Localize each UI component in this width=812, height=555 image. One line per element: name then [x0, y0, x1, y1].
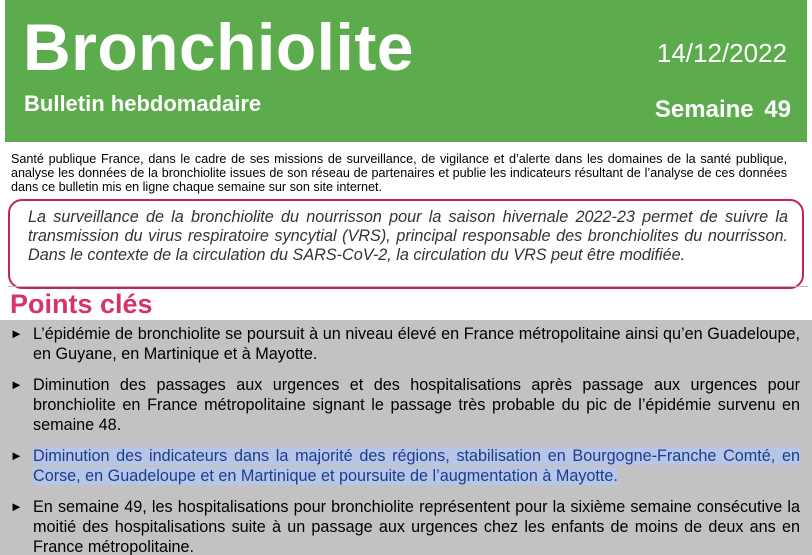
section-divider: [8, 286, 808, 287]
intro-paragraph: Santé publique France, dans le cadre de ses missions de surveillance, de vigilance et d’alerte dans les domaines de la santé publique, analyse les données de la bronchiolite issues de son réseau de partenaires et publie les indicateurs résultant de l’analyse de ces données dans ce bulletin mis en ligne chaque semaine sur son site internet.: [11, 152, 787, 194]
bulletin-week: Semaine 49: [654, 96, 791, 123]
points-cles-heading: Points clés: [10, 289, 153, 319]
surveillance-callout: [8, 199, 804, 289]
bulletin-date: 14/12/2022: [656, 38, 787, 68]
key-point-text[interactable]: En semaine 49, les hospitalisations pour bronchiolite représentent pour la sixième semaine consécutive la moitié des hospitalisations suite à un passage aux urgences chez les enfants de moins de deux ans en France métropolitaine.: [33, 498, 800, 555]
triangle-bullet-icon: ►: [10, 448, 23, 463]
key-point-item-selected[interactable]: [10, 446, 800, 486]
key-point-text[interactable]: Diminution des passages aux urgences et des hospitalisations après passage aux urgences pour bronchiolite en France métropolitaine signant le passage très probable du pic de l’épidémie survenu en semaine 48.: [33, 376, 800, 434]
text-selection[interactable]: Diminution des indicateurs dans la majorité des régions, stabilisation en Bourgogne-Franche Comté, en Corse, en Guadeloupe et en Martinique et poursuite de l’augmentation à Mayotte.: [33, 447, 800, 485]
key-points-list: [10, 324, 800, 555]
key-point-text[interactable]: L’épidémie de bronchiolite se poursuit à un niveau élevé en France métropolitaine ainsi qu’en Guadeloupe, en Guyane, en Martinique et à Mayotte.: [33, 325, 800, 363]
triangle-bullet-icon: ►: [10, 377, 23, 392]
bulletin-title: Bronchiolite: [23, 10, 415, 84]
bulletin-header: [5, 0, 807, 142]
triangle-bullet-icon: ►: [10, 326, 23, 341]
key-point-text-highlighted[interactable]: [33, 446, 800, 486]
key-point-item[interactable]: [10, 375, 800, 435]
callout-text: La surveillance de la bronchiolite du nourrisson pour la saison hivernale 2022-23 permet de suivre la transmission du virus respiratoire syncytial (VRS), principal responsable des bronchiolites du nourrisson. Dans le contexte de la circulation du SARS-CoV-2, la circulation du VRS peut être modifiée.: [28, 208, 788, 264]
key-point-item[interactable]: [10, 497, 800, 555]
bulletin-subtitle: Bulletin hebdomadaire: [24, 91, 262, 116]
key-point-item[interactable]: [10, 324, 800, 364]
triangle-bullet-icon: ►: [10, 499, 23, 514]
